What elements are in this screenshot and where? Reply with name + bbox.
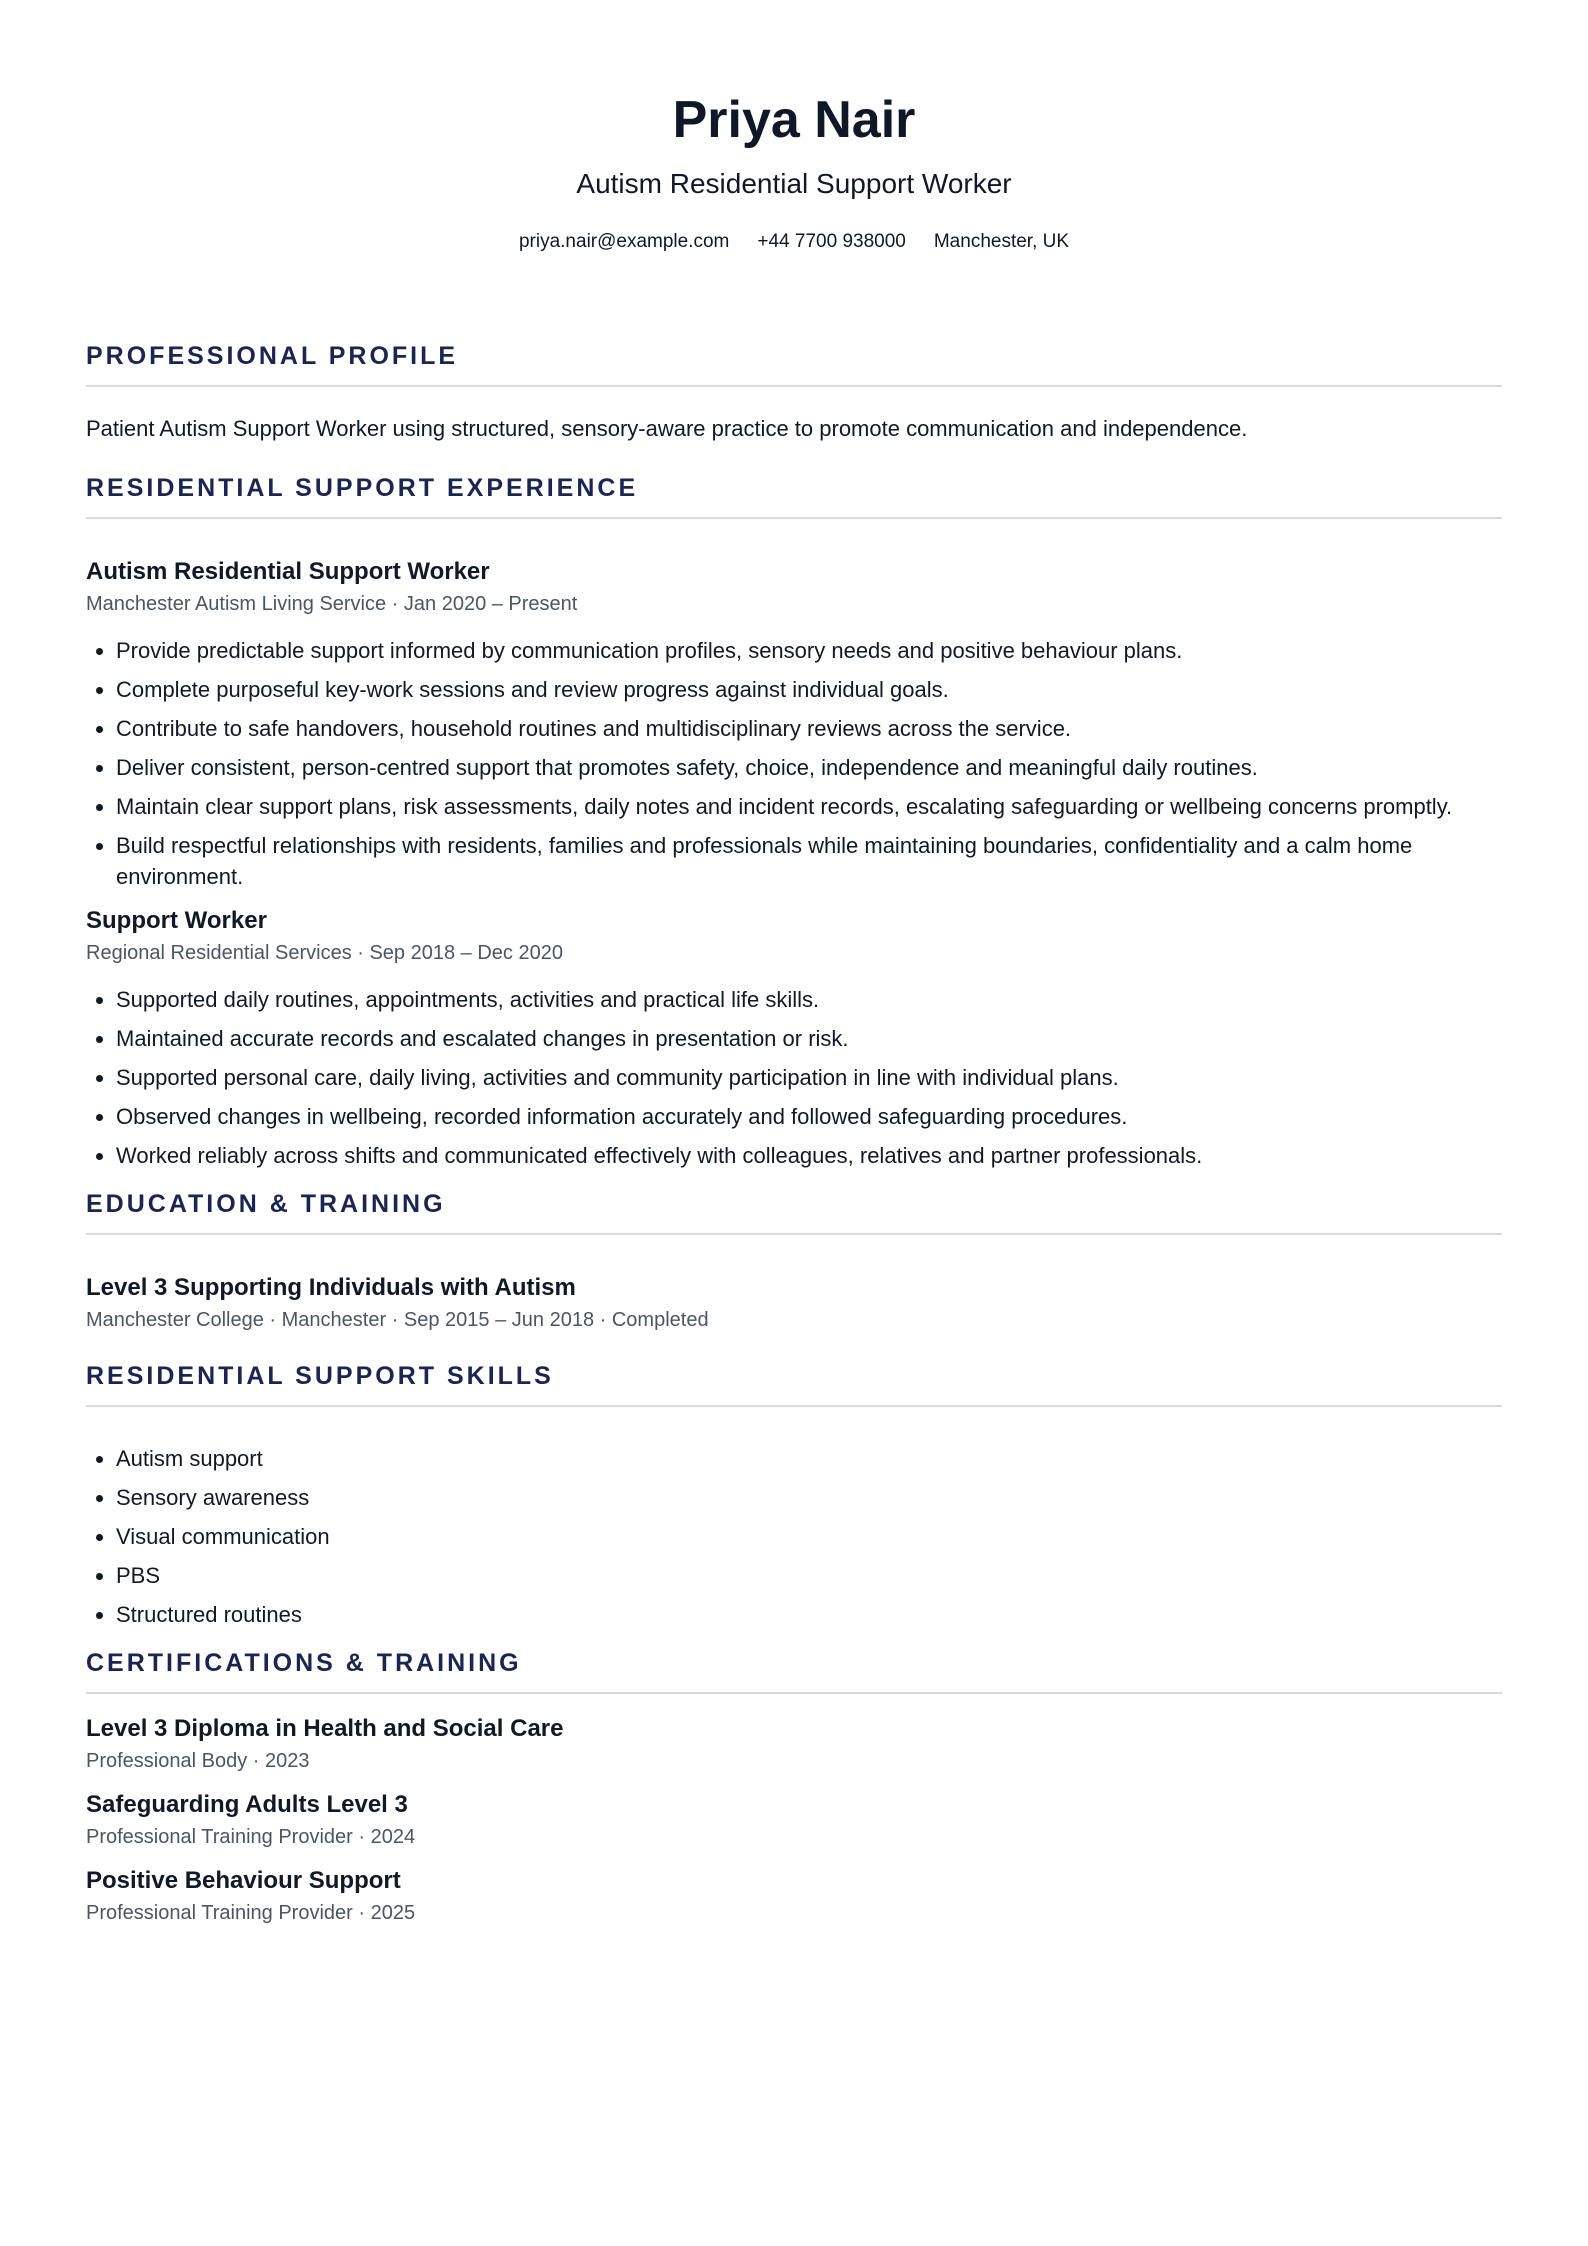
- certification-entry: [86, 1714, 1502, 1774]
- job-title: Support Worker: [86, 906, 267, 934]
- section-title-certifications: CERTIFICATIONS & TRAINING: [86, 1648, 1502, 1694]
- education-section: [86, 1189, 1502, 1333]
- section-title-profile: PROFESSIONAL PROFILE: [86, 341, 1502, 387]
- job-bullet: • Maintained accurate records and escalated changes in presentation or risk.: [116, 1023, 1502, 1054]
- profile-summary: Patient Autism Support Worker using structured, sensory-aware practice to promote communication and independence.: [86, 415, 1248, 441]
- profile-section: [86, 341, 1502, 445]
- education-title: Level 3 Supporting Individuals with Autism: [86, 1273, 576, 1301]
- job-bullet: • Maintain clear support plans, risk assessments, daily notes and incident records, escalating safeguarding or wellbeing concerns promptly.: [116, 791, 1502, 822]
- job-entry: [86, 557, 1502, 892]
- certification-entry: [86, 1790, 1502, 1850]
- contact-line: [86, 231, 1502, 253]
- job-bullet: • Build respectful relationships with residents, families and professionals while maintaining boundaries, confidentiality and a calm home environment.: [116, 830, 1502, 892]
- skill-item: • Autism support: [116, 1443, 1502, 1474]
- skills-section: [86, 1361, 1502, 1630]
- candidate-headline: Autism Residential Support Worker: [576, 168, 1012, 200]
- job-title: Autism Residential Support Worker: [86, 557, 490, 585]
- job-bullet: • Contribute to safe handovers, household routines and multidisciplinary reviews across the service.: [116, 713, 1502, 744]
- job-bullets: [86, 984, 1502, 1171]
- education-entry: [86, 1273, 1502, 1333]
- skill-item: • Sensory awareness: [116, 1482, 1502, 1513]
- certification-meta: Professional Training Provider · 2025: [86, 1901, 416, 1924]
- job-bullet: • Supported personal care, daily living, activities and community participation in line with individual plans.: [116, 1062, 1502, 1093]
- job-bullets: [86, 635, 1502, 892]
- job-entry: [86, 906, 1502, 1171]
- certification-title: Safeguarding Adults Level 3: [86, 1790, 408, 1818]
- certifications-section: [86, 1648, 1502, 1926]
- job-bullet: • Deliver consistent, person-centred support that promotes safety, choice, independence and meaningful daily routines.: [116, 752, 1502, 783]
- resume-header: [86, 0, 1502, 253]
- skill-item: • PBS: [116, 1560, 1502, 1591]
- certification-title: Level 3 Diploma in Health and Social Care: [86, 1714, 564, 1742]
- job-bullet: • Observed changes in wellbeing, recorded information accurately and followed safeguarding procedures.: [116, 1101, 1502, 1132]
- section-title-skills: RESIDENTIAL SUPPORT SKILLS: [86, 1361, 1502, 1407]
- certification-entry: [86, 1866, 1502, 1926]
- job-bullet: • Complete purposeful key-work sessions and review progress against individual goals.: [116, 674, 1502, 705]
- job-meta: Manchester Autism Living Service · Jan 2020 – Present: [86, 592, 578, 615]
- skills-list: [86, 1443, 1502, 1630]
- certification-title: Positive Behaviour Support: [86, 1866, 401, 1894]
- section-title-experience: RESIDENTIAL SUPPORT EXPERIENCE: [86, 473, 1502, 519]
- contact-email[interactable]: priya.nair@example.com: [518, 230, 730, 252]
- skill-item: • Visual communication: [116, 1521, 1502, 1552]
- candidate-name: Priya Nair: [672, 91, 916, 149]
- section-title-education: EDUCATION & TRAINING: [86, 1189, 1502, 1235]
- job-bullet: • Supported daily routines, appointments, activities and practical life skills.: [116, 984, 1502, 1015]
- certification-meta: Professional Body · 2023: [86, 1749, 310, 1772]
- education-meta: Manchester College · Manchester · Sep 2015 – Jun 2018 · Completed: [86, 1308, 709, 1331]
- job-bullet: • Provide predictable support informed by communication profiles, sensory needs and positive behaviour plans.: [116, 635, 1502, 666]
- skill-item: • Structured routines: [116, 1599, 1502, 1630]
- certification-meta: Professional Training Provider · 2024: [86, 1825, 416, 1848]
- job-meta: Regional Residential Services · Sep 2018 – Dec 2020: [86, 941, 563, 964]
- contact-location: Manchester, UK: [933, 230, 1070, 252]
- experience-section: [86, 473, 1502, 1171]
- contact-phone: +44 7700 938000: [757, 230, 906, 252]
- job-bullet: • Worked reliably across shifts and communicated effectively with colleagues, relatives and partner professionals.: [116, 1140, 1502, 1171]
